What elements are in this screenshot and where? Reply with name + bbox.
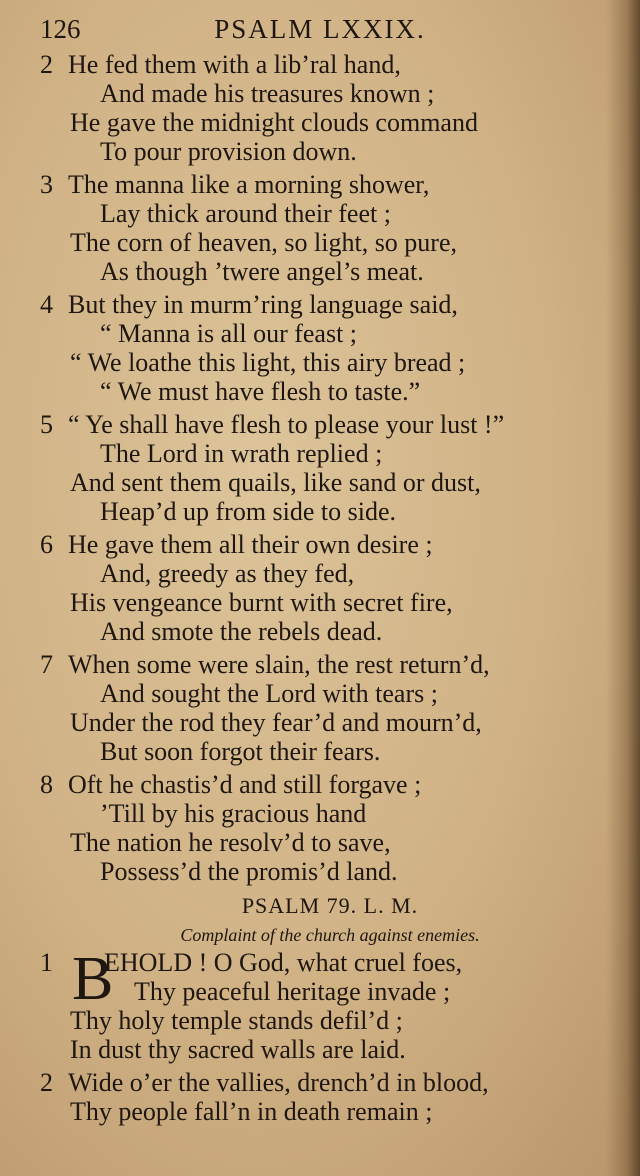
verse-row (0, 588, 640, 617)
verse-row (0, 348, 640, 377)
verse-line: EHOLD ! O God, what cruel foes, (104, 948, 463, 977)
verse-line: “ We loathe this light, this airy bread ; (70, 348, 466, 377)
verse-line: Possess’d the promis’d land. (100, 857, 398, 886)
verse-row (0, 679, 640, 708)
verse-line: As though ’twere angel’s meat. (100, 257, 424, 286)
verse-row (0, 439, 640, 468)
stanza-number: 4 (40, 290, 53, 319)
verse-line: And sent them quails, like sand or dust, (70, 468, 481, 497)
verse-line: ’Till by his gracious hand (100, 799, 367, 828)
verse-row (0, 79, 640, 108)
verse-line: Heap’d up from side to side. (100, 497, 397, 526)
verse-line: And smote the rebels dead. (100, 617, 383, 646)
stanza-number: 2 (40, 1068, 53, 1097)
verse-row (0, 737, 640, 766)
stanza-number: 6 (40, 530, 53, 559)
verse-row (0, 799, 640, 828)
verse-line: “ We must have flesh to taste.” (100, 377, 421, 406)
stanza-number: 3 (40, 170, 53, 199)
verse-line: Oft he chastis’d and still forgave ; (68, 770, 422, 799)
stanza (0, 170, 640, 286)
verse-line: And sought the Lord with tears ; (100, 679, 438, 708)
verse-row (0, 377, 640, 406)
verse-row (0, 319, 640, 348)
stanza-number: 2 (40, 50, 53, 79)
verse-line: And made his treasures known ; (100, 79, 435, 108)
verse-row (0, 1097, 640, 1126)
stanza-number: 1 (40, 948, 53, 977)
verse-line: And, greedy as they fed, (100, 559, 355, 588)
verse-line: The manna like a morning shower, (68, 170, 430, 199)
verse-line: But soon forgot their fears. (100, 737, 381, 766)
verse-line: Under the rod they fear’d and mourn’d, (70, 708, 482, 737)
verse-row (0, 708, 640, 737)
verse-row (0, 50, 640, 79)
verse-line: He fed them with a lib’ral hand, (68, 50, 401, 79)
verse-row (0, 199, 640, 228)
stanza (0, 650, 640, 766)
verse-line: He gave them all their own desire ; (68, 530, 433, 559)
verse-row (0, 468, 640, 497)
stanza (0, 290, 640, 406)
drop-cap-letter: B (72, 945, 114, 1013)
page-header (40, 14, 600, 54)
psalm-heading: PSALM 79. L. M. (241, 893, 419, 918)
verse-line: Wide o’er the vallies, drench’d in blood, (68, 1068, 489, 1097)
verse-line: The Lord in wrath replied ; (100, 439, 383, 468)
verse-row (0, 828, 640, 857)
verse-line: Lay thick around their feet ; (100, 199, 391, 228)
verse-row (0, 497, 640, 526)
stanza (0, 50, 640, 166)
verse-row (0, 257, 640, 286)
page-number: 126 (40, 14, 81, 44)
verse-line: “ Manna is all our feast ; (100, 319, 358, 348)
verse-line: “ Ye shall have flesh to please your lust !” (68, 410, 505, 439)
verse-line: When some were slain, the rest return’d, (68, 650, 490, 679)
verse-line: Thy peaceful heritage invade ; (134, 977, 451, 1006)
verse-row (0, 650, 640, 679)
verse-row (0, 108, 640, 137)
psalm-subtitle: Complaint of the church against enemies. (180, 925, 480, 945)
verse-row (0, 559, 640, 588)
verse-row (0, 290, 640, 319)
stanza (0, 410, 640, 526)
verse-row (0, 1068, 640, 1097)
stanza (0, 770, 640, 886)
page-content (0, 50, 640, 1130)
verse-line: The nation he resolv’d to save, (70, 828, 391, 857)
verse-line: Thy holy temple stands defil’d ; (70, 1006, 403, 1035)
stanza (0, 1068, 640, 1126)
stanza-number: 5 (40, 410, 53, 439)
verse-row (0, 170, 640, 199)
verse-row (0, 410, 640, 439)
verse-row (0, 137, 640, 166)
verse-line: The corn of heaven, so light, so pure, (70, 228, 458, 257)
verse-line: In dust thy sacred walls are laid. (70, 1035, 406, 1064)
verse-line: His vengeance burnt with secret fire, (70, 588, 453, 617)
verse-row (0, 857, 640, 886)
verse-row (0, 617, 640, 646)
verse-line: To pour provision down. (100, 137, 357, 166)
verse-row (0, 530, 640, 559)
verse-row (0, 228, 640, 257)
running-title: PSALM LXXIX. (214, 14, 426, 44)
stanza-dropcap (0, 945, 640, 1064)
verse-line: But they in murm’ring language said, (68, 290, 458, 319)
verse-row (0, 770, 640, 799)
stanza-number: 8 (40, 770, 53, 799)
hymn-stanzas (0, 50, 640, 886)
stanza (0, 530, 640, 646)
stanza-number: 7 (40, 650, 53, 679)
verse-line: Thy people fall’n in death remain ; (70, 1097, 433, 1126)
verse-line: He gave the midnight clouds command (70, 108, 478, 137)
